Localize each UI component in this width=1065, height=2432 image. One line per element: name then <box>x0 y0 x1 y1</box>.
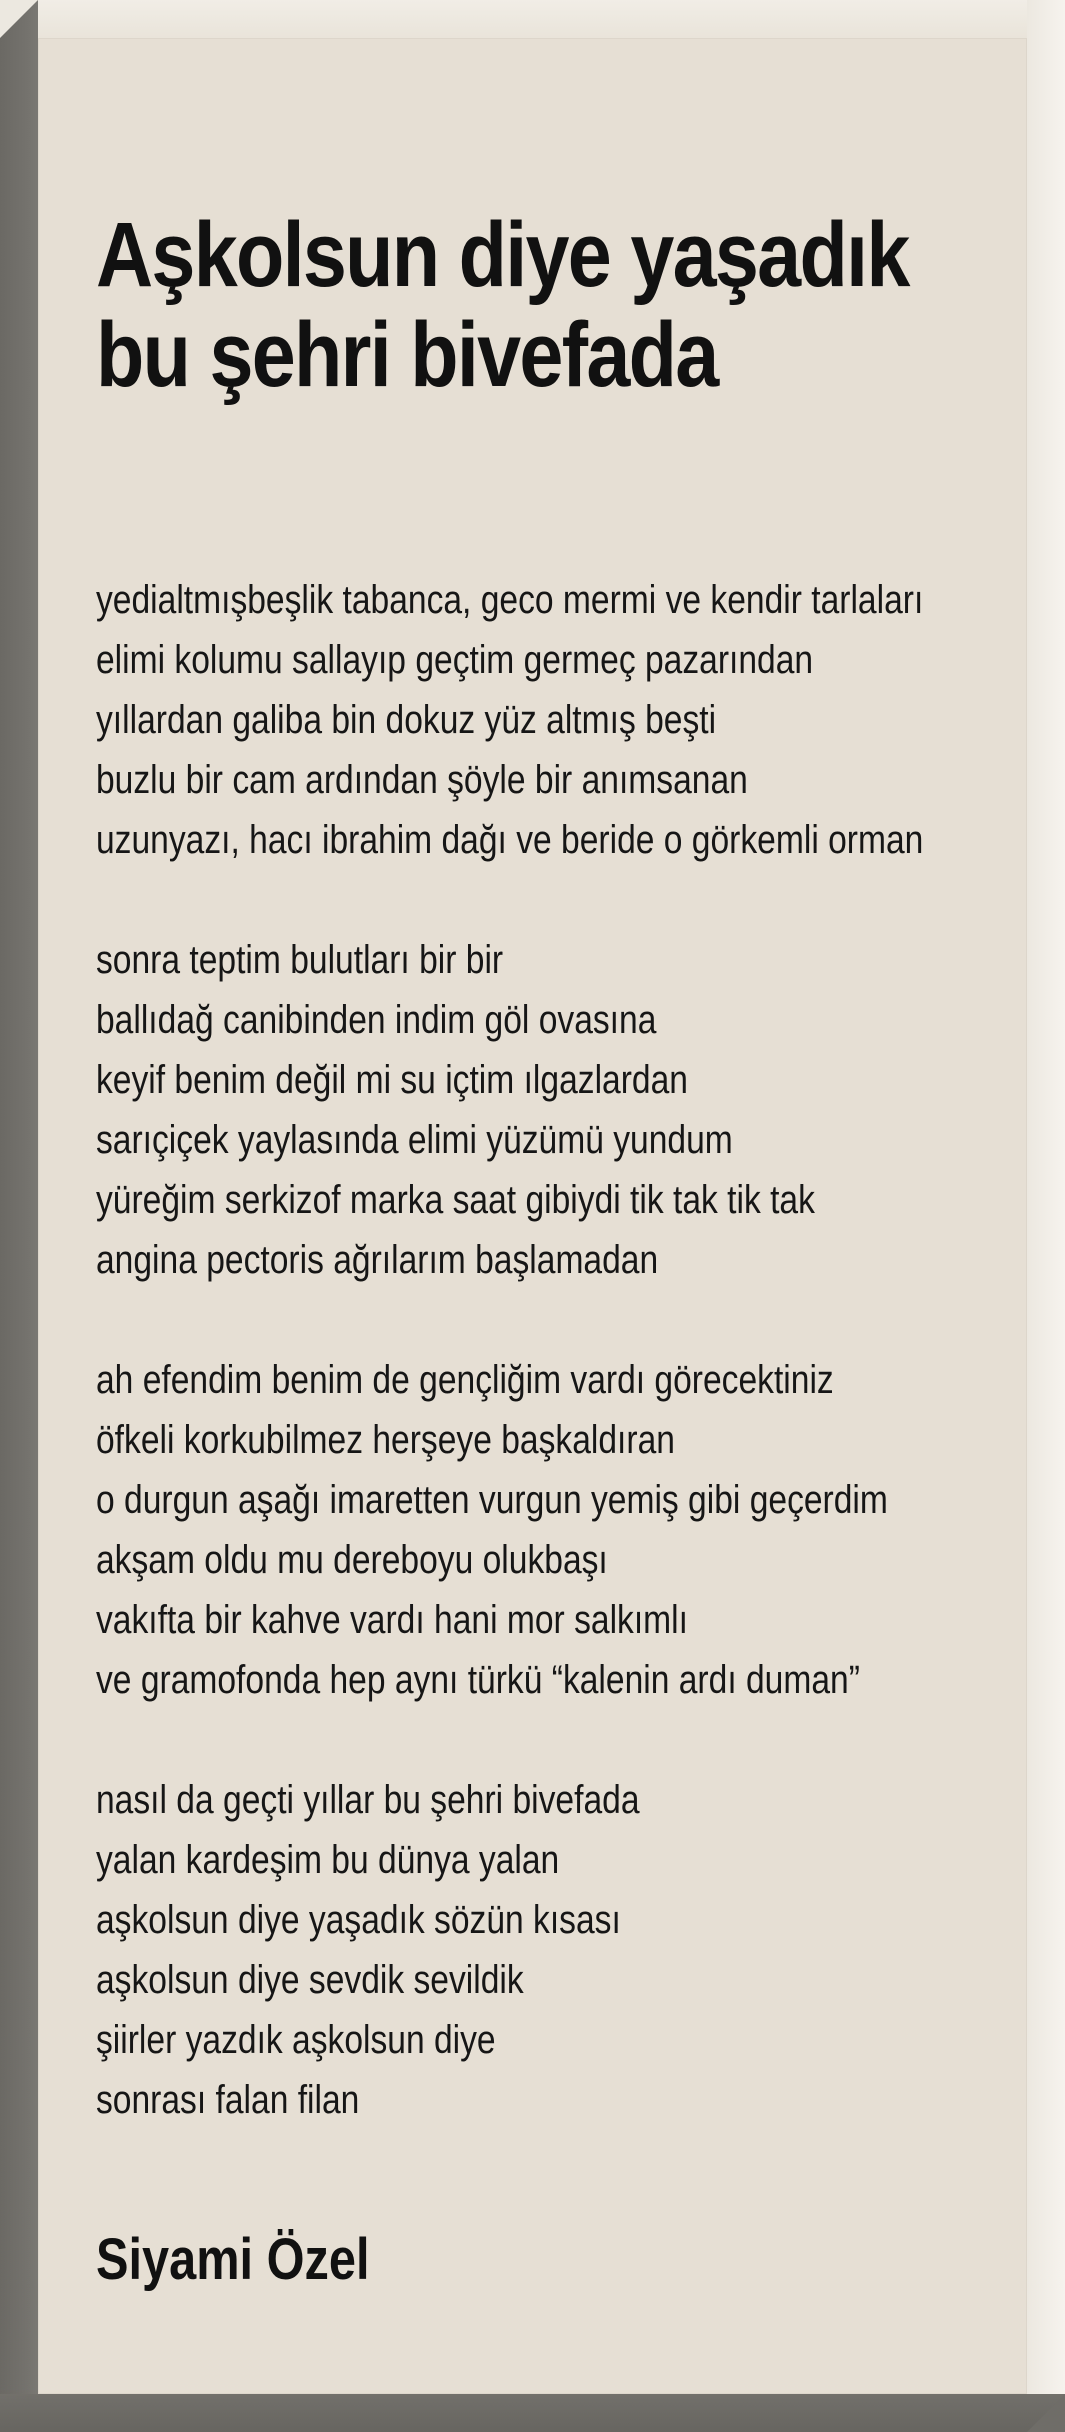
poem-line: öfkeli korkubilmez herşeye başkaldıran <box>96 1418 675 1462</box>
poem-line: vakıfta bir kahve vardı hani mor salkımlı <box>96 1598 688 1642</box>
poem-title-line-1: Aşkolsun diye yaşadık <box>96 204 909 306</box>
poem-line: nasıl da geçti yıllar bu şehri bivefada <box>96 1778 640 1822</box>
poem-line: buzlu bir cam ardından şöyle bir anımsanan <box>96 758 748 802</box>
poem-line: angina pectoris ağrılarım başlamadan <box>96 1238 659 1282</box>
poem-line: yıllardan galiba bin dokuz yüz altmış beşti <box>96 698 717 742</box>
poem-title <box>96 205 913 405</box>
poem-line: ah efendim benim de gençliğim vardı görecektiniz <box>96 1358 834 1402</box>
poem-line: uzunyazı, hacı ibrahim dağı ve beride o görkemli orman <box>96 818 924 862</box>
poem-line: o durgun aşağı imaretten vurgun yemiş gibi geçerdim <box>96 1478 888 1522</box>
poem-line: yüreğim serkizof marka saat gibiydi tik tak tik tak <box>96 1178 815 1222</box>
frame-corner-top-left <box>0 0 38 38</box>
poem-line: aşkolsun diye yaşadık sözün kısası <box>96 1898 621 1942</box>
poem-line: ve gramofonda hep aynı türkü “kalenin ardı duman” <box>96 1658 860 1702</box>
title-block <box>96 205 1046 405</box>
frame-bevel-bottom <box>0 2394 1065 2432</box>
stanza <box>96 1770 1036 2130</box>
frame-corner-bottom-right <box>1027 2394 1065 2432</box>
stanza <box>96 930 1036 1290</box>
poem-title-line-2: bu şehri bivefada <box>96 304 718 406</box>
poem-line: şiirler yazdık aşkolsun diye <box>96 2018 496 2062</box>
poem-line: ballıdağ canibinden indim göl ovasına <box>96 998 657 1042</box>
stanza <box>96 570 1036 870</box>
poem-line: elimi kolumu sallayıp geçtim germeç pazarından <box>96 638 814 682</box>
poem-line: aşkolsun diye sevdik sevildik <box>96 1958 524 2002</box>
poem-line: yedialtmışbeşlik tabanca, geco mermi ve kendir tarlaları <box>96 578 924 622</box>
poem-body <box>96 570 1036 2190</box>
poem-line: akşam oldu mu dereboyu olukbaşı <box>96 1538 608 1582</box>
poem-line: sonra teptim bulutları bir bir <box>96 938 504 982</box>
poem-line: keyif benim değil mi su içtim ılgazlardan <box>96 1058 688 1102</box>
frame-bevel-left <box>0 0 38 2432</box>
poem-line: sarıçiçek yaylasında elimi yüzümü yundum <box>96 1118 733 1162</box>
frame-bevel-top <box>0 0 1065 38</box>
stanza <box>96 1350 1036 1710</box>
poem-line: sonrası falan filan <box>96 2078 360 2122</box>
poem-line: yalan kardeşim bu dünya yalan <box>96 1838 560 1882</box>
author-name: Siyami Özel <box>96 2227 370 2292</box>
